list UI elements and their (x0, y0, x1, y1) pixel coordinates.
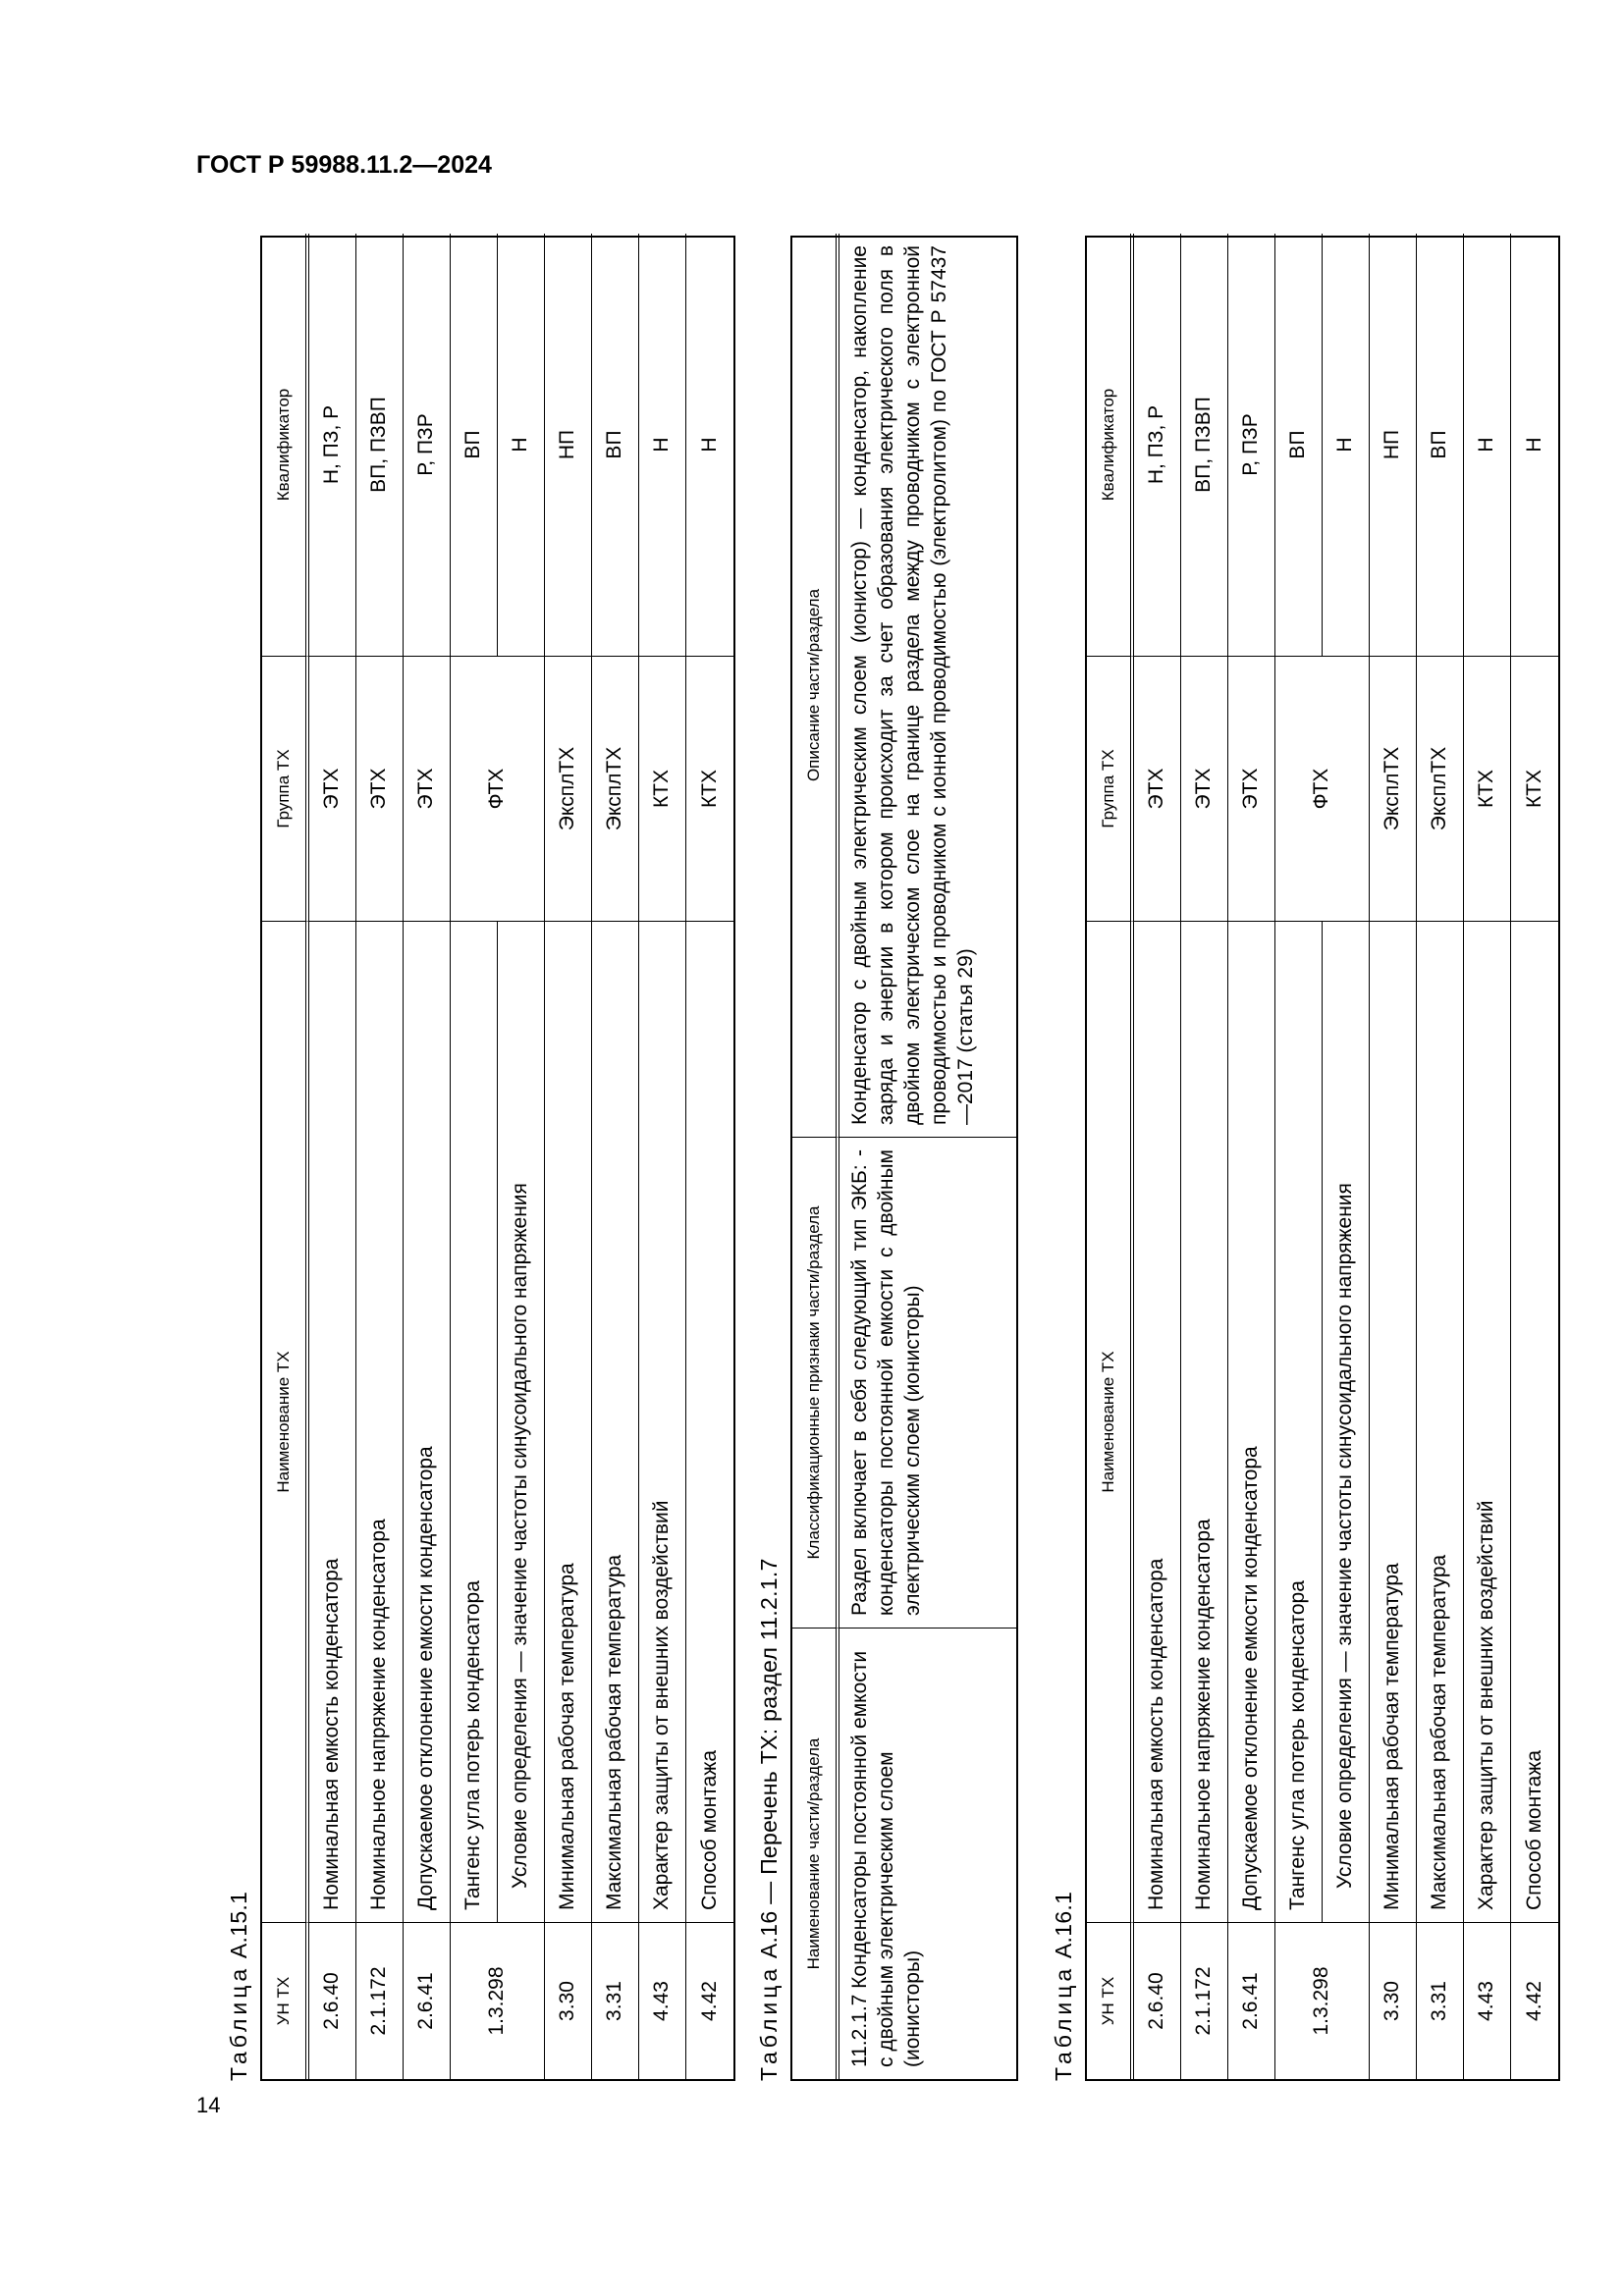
cell-code: 2.6.41 (404, 1922, 451, 2079)
cell-qualifier: Н, ПЗ, Р (309, 234, 356, 656)
cell-qualifier: Р, ПЗР (404, 234, 451, 656)
cell-group: ЭксплТХ (1417, 656, 1464, 921)
cell-code: 2.6.40 (309, 1922, 356, 2079)
cell-group: КТХ (686, 656, 733, 921)
cell-code: 1.3.298 (1275, 1922, 1370, 2079)
table-a16-title: Таблица А.16 — Перечень ТХ: раздел 11.2.1.7 (756, 1558, 782, 2081)
cell-group: ЭТХ (1228, 656, 1275, 921)
table-a16-1 (1085, 236, 1560, 2081)
cell-group: ЭТХ (1134, 656, 1181, 921)
cell-code: 4.43 (639, 1922, 686, 2079)
cell-name: Тангенс угла потерь конденсатора (451, 921, 498, 1922)
page-number: 14 (196, 2093, 221, 2117)
cell-name: Допускаемое отклонение емкости конденсатора (404, 921, 451, 1922)
header-un-tx: УН ТХ (1087, 1922, 1134, 2079)
cell-code: 2.1.172 (356, 1922, 404, 2079)
cell-group: ЭТХ (356, 656, 404, 921)
header-qualifier: Квалификатор (262, 234, 309, 656)
header-name-tx: Наименование ТХ (262, 921, 309, 1922)
cell-group: ЭксплТХ (545, 656, 592, 921)
cell-group: КТХ (1511, 656, 1558, 921)
header-part-description: Описание части/раздела (792, 234, 839, 1137)
cell-qualifier-condition: Н (498, 234, 545, 656)
cell-qualifier: ВП (451, 234, 498, 656)
cell-code: 3.30 (545, 1922, 592, 2079)
cell-code: 4.43 (1464, 1922, 1511, 2079)
cell-name: Допускаемое отклонение емкости конденсатора (1228, 921, 1275, 1922)
cell-code: 4.42 (686, 1922, 733, 2079)
cell-part-name: 11.2.1.7 Конденсаторы постоянной емкости с двойным электрическим слоем (ионисторы) (839, 1628, 1016, 2079)
cell-name: Номинальная емкость конденсатора (309, 921, 356, 1922)
cell-code: 3.31 (1417, 1922, 1464, 2079)
cell-part-features: Раздел включает в себя следующий тип ЭКБ: - конденсаторы постоянной емкости с двойным электрическим слоем (ионисторы) (839, 1137, 1016, 1628)
cell-group: КТХ (1464, 656, 1511, 921)
cell-name: Минимальная рабочая температура (545, 921, 592, 1922)
cell-group: ФТХ (451, 656, 545, 921)
cell-code: 1.3.298 (451, 1922, 545, 2079)
cell-qualifier: ВП (1417, 234, 1464, 656)
table-a15-1-title: Таблица А.15.1 (226, 1891, 251, 2081)
header-group-tx: Группа ТХ (1087, 656, 1134, 921)
cell-group: ЭТХ (309, 656, 356, 921)
cell-group: ЭТХ (404, 656, 451, 921)
cell-qualifier: ВП (1275, 234, 1323, 656)
cell-name: Максимальная рабочая температура (592, 921, 639, 1922)
header-part-features: Классификационные признаки части/раздела (792, 1137, 839, 1628)
header-name-tx: Наименование ТХ (1087, 921, 1134, 1922)
cell-qualifier: Н (639, 234, 686, 656)
cell-name: Характер защиты от внешних воздействий (1464, 921, 1511, 1922)
header-un-tx: УН ТХ (262, 1922, 309, 2079)
cell-qualifier: Р, ПЗР (1228, 234, 1275, 656)
cell-group: ЭксплТХ (1370, 656, 1417, 921)
cell-qualifier: НП (545, 234, 592, 656)
table-a16-1-title: Таблица А.16.1 (1051, 1891, 1076, 2081)
cell-group: КТХ (639, 656, 686, 921)
cell-name: Тангенс угла потерь конденсатора (1275, 921, 1323, 1922)
cell-name: Минимальная рабочая температура (1370, 921, 1417, 1922)
header-part-name: Наименование части/раздела (792, 1628, 839, 2079)
cell-name-condition: Условие определения — значение частоты синусоидального напряжения (498, 921, 545, 1922)
cell-name: Способ монтажа (1511, 921, 1558, 1922)
header-qualifier: Квалификатор (1087, 234, 1134, 656)
cell-code: 2.1.172 (1181, 1922, 1228, 2079)
cell-name: Способ монтажа (686, 921, 733, 1922)
table-a16 (790, 236, 1018, 2081)
cell-code: 3.30 (1370, 1922, 1417, 2079)
cell-code: 2.6.40 (1134, 1922, 1181, 2079)
cell-group: ФТХ (1275, 656, 1370, 921)
cell-code: 4.42 (1511, 1922, 1558, 2079)
cell-qualifier: Н (1464, 234, 1511, 656)
cell-qualifier-condition: Н (1323, 234, 1370, 656)
document-header: ГОСТ Р 59988.11.2—2024 (196, 151, 492, 179)
cell-qualifier: ВП, ПЗВП (1181, 234, 1228, 656)
cell-name: Номинальная емкость конденсатора (1134, 921, 1181, 1922)
cell-qualifier: ВП, ПЗВП (356, 234, 404, 656)
cell-name-condition: Условие определения — значение частоты синусоидального напряжения (1323, 921, 1370, 1922)
cell-group: ЭксплТХ (592, 656, 639, 921)
cell-name: Номинальное напряжение конденсатора (356, 921, 404, 1922)
cell-code: 3.31 (592, 1922, 639, 2079)
cell-part-description: Конденсатор с двойным электрическим слоем (ионистор) — конденсатор, накопление заряда и энергии в котором происходит за счет образования электрического поля в двойном электрическом слое на границе раздела между проводником с электронной проводимостью и проводником с ионной проводимостью (электролитом) по ГОСТ Р 57437—2017 (статья 29) (848, 245, 977, 1125)
cell-name: Характер защиты от внешних воздействий (639, 921, 686, 1922)
cell-name: Максимальная рабочая температура (1417, 921, 1464, 1922)
cell-name: Номинальное напряжение конденсатора (1181, 921, 1228, 1922)
cell-group: ЭТХ (1181, 656, 1228, 921)
cell-qualifier: НП (1370, 234, 1417, 656)
cell-code: 2.6.41 (1228, 1922, 1275, 2079)
table-a15-1 (260, 236, 735, 2081)
cell-qualifier: Н, ПЗ, Р (1134, 234, 1181, 656)
cell-qualifier: Н (1522, 437, 1545, 453)
header-group-tx: Группа ТХ (262, 656, 309, 921)
cell-qualifier: ВП (592, 234, 639, 656)
cell-qualifier: Н (697, 437, 721, 453)
rotated-content (226, 236, 1545, 2081)
